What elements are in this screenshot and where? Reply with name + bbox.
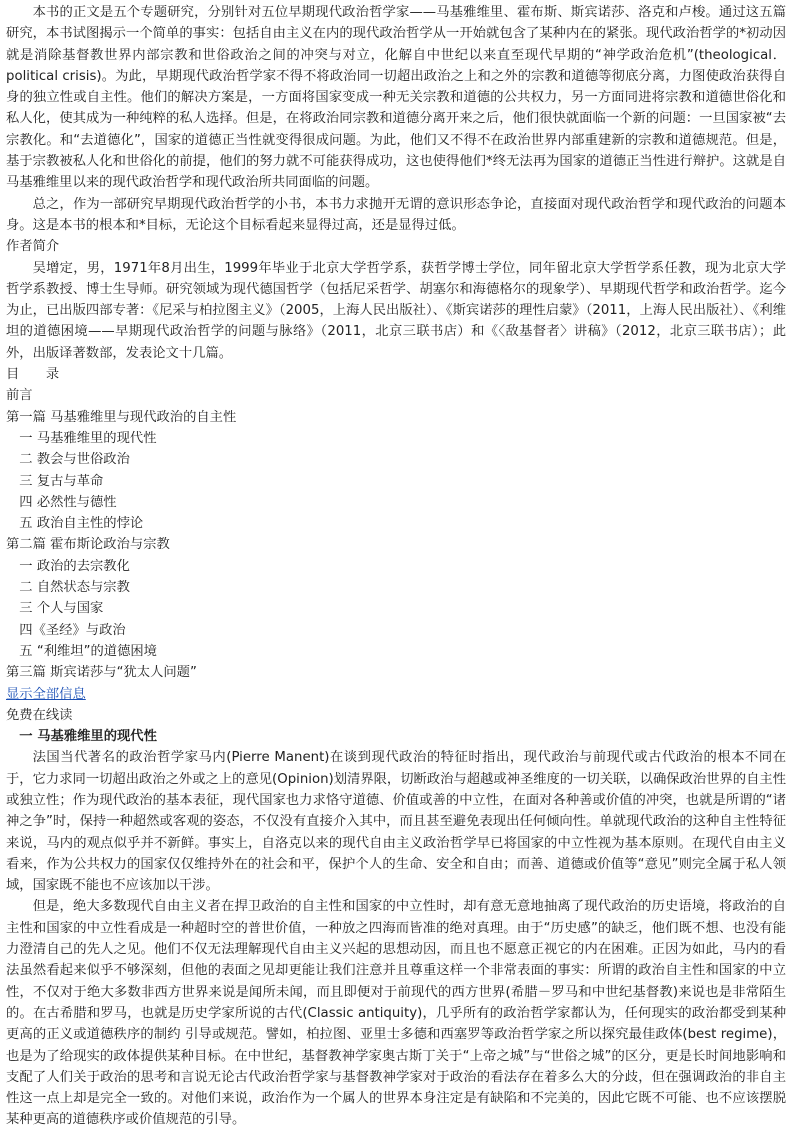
preview-paragraph-1: 法国当代著名的政治哲学家马内(Pierre Manent)在谈到现代政治的特征时指出，现代政治与前现代或古代政治的根本不同在于，它力求同一切超出政治之外或之上的意见(Opinion)划清界限，切断政治与超越或神圣维度的一切关联，以确保政治世界的自主性或独立性；作为现代政治的基本表征，现代国家也力求恪守道德、价值或善的中立性，在面对各种善或价值的冲突，也就是所谓的“诸神之争”时，保持一种超然或客观的姿态，不仅没有直接介入其中，而且甚至避免表现出任何倾向性。单就现代政治的这种自主性特征来说，马内的观点似乎并不新鲜。事实上，自洛克以来的现代自由主义政治哲学早已将国家的中立性视为基本原则。在现代自由主义看来，作为公共权力的国家仅仅维持外在的社会和平，保护个人的生命、安全和自由；而善、道德或价值等“意见”则完全属于私人领域，国家既不能也不应该加以干涉。 — [6, 750, 786, 894]
toc-item: 二 教会与世俗政治 — [19, 452, 130, 468]
toc-item: 五 政治自主性的悖论 — [19, 516, 144, 532]
table-of-contents — [6, 385, 786, 683]
toc-item: 一 政治的去宗教化 — [19, 558, 130, 574]
toc-item: 一 马基雅维里的现代性 — [19, 430, 157, 446]
toc-item: 五 “利维坦”的道德困境 — [19, 643, 157, 659]
preview-heading: 免费在线读 — [6, 707, 73, 723]
author-bio: 吴增定，男，1971年8月出生，1999年毕业于北京大学哲学系，获哲学博士学位，同年留北京大学哲学系任教，现为北京大学哲学系教授、博士生导师。研究领域为现代德国哲学（包括尼采哲学、胡塞尔和海德格尔的现象学）、早期现代哲学和政治哲学。迄今为止，已出版四部专著：《尼采与柏拉图主义》（2005，上海人民出版社）、《斯宾诺莎的理性启蒙》（2011，上海人民出版社）、《利维坦的道德困境——早期现代政治哲学的问题与脉络》（2011，北京三联书店）和《〈敌基督者〉讲稿》（2012，北京三联书店）；此外，出版译著数部，发表论文十几篇。 — [6, 260, 786, 361]
toc-item: 三 个人与国家 — [19, 601, 104, 617]
intro-paragraph-2: 总之，作为一部研究早期现代政治哲学的小书，本书力求抛开无谓的意识形态争论，直接面对现代政治哲学和现代政治的问题本身。这是本书的根本和*目标，无论这个目标看起来显得过高，还是显得过低。 — [6, 196, 786, 233]
toc-item: 第一篇 马基雅维里与现代政治的自主性 — [6, 409, 237, 425]
toc-item: 三 复古与革命 — [19, 473, 104, 489]
toc-item: 二 自然状态与宗教 — [19, 580, 130, 596]
show-all-info-link[interactable]: 显示全部信息 — [6, 686, 86, 702]
preview-paragraph-2: 但是，绝大多数现代自由主义者在捍卫政治的自主性和国家的中立性时，却有意无意地抽离了现代政治的历史语境，将政治的自主性和国家的中立性看成是一种超时空的普世价值，一种放之四海而皆准的绝对真理。由于“历史感”的缺乏，他们既不想、也没有能力澄清自己的先人之见。他们不仅无法理解现代自由主义兴起的思想动因，而且也不愿意正视它的内在困难。正因为如此，马内的看法虽然看起来似乎不够深刻，但他的表面之见却更能让我们注意并且尊重这样一个非常表面的事实：所谓的政治自主性和国家的中立性，不仅对于绝大多数非西方世界来说是闻所未闻，而且即便对于前现代的西方世界(希腊－罗马和中世纪基督教)来说也是非常陌生的。在古希腊和罗马，也就是历史学家所说的古代(Classic antiquity)，几乎所有的政治哲学家都认为，任何现实的政治都受到某种更高的正义或道德秩序的制约 引导或规范。譬如，柏拉图、亚里士多德和西塞罗等政治哲学家之所以探究最佳政体(best regime)，也是为了给现实的政体提供某种目标。在中世纪，基督教神学家奥古斯丁关于“上帝之城”与“世俗之城”的区分，更是长时间地影响和支配了人们关于政治的思考和言说无论古代政治哲学家与基督教神学家对于政治的看法存在着多么大的分歧，但在强调政治的非自主性这一点上却是完全一致的。对他们来说，政治作为一个属人的世界本身注定是有缺陷和不完美的，因此它既不可能、也不应该摆脱某种更高的道德秩序或价值规范的引导。 — [6, 899, 786, 1128]
author-heading: 作者简介 — [6, 239, 60, 255]
intro-paragraph-1: 本书的正文是五个专题研究，分别针对五位早期现代政治哲学家——马基雅维里、霍布斯、斯宾诺莎、洛克和卢梭。通过这五篇研究，本书试图揭示一个简单的事实：包括自由主义在内的现代政治哲学从一开始就包含了某种内在的紧张。现代政治哲学的*初动因就是消除基督教世界内部宗教和世俗政治之间的冲突与对立，化解自中世纪以来直至现代早期的“神学政治危机”(theological．political crisis)。为此，早期现代政治哲学家不得不将政治同一切超出政治之上和之外的宗教和道德等彻底分离，力图使政治获得自身的独立性或自主性。他们的解决方案是，一方面将国家变成一种无关宗教和道德的公共权力，另一方面同进将宗教和道德世俗化和私人化，使其成为一种纯粹的私人选择。但是，在将政治同宗教和道德分离开来之后，他们很快就面临一个新的问题：一旦国家被“去宗教化。和“去道德化”，国家的道德正当性就变得很成问题。为此，他们又不得不在政治世界内部重建新的宗教和道德规范。但是，基于宗教被私人化和世俗化的前提，他们的努力就不可能获得成功，这也使得他们*终无法再为国家的道德正当性进行辩护。这就是自马基雅维里以来的现代政治哲学和现代政治所共同面临的问题。 — [6, 5, 786, 191]
toc-item: 第二篇 霍布斯论政治与宗教 — [6, 537, 170, 553]
toc-item: 四 必然性与德性 — [19, 494, 117, 510]
preview-section-title: 一 马基雅维里的现代性 — [19, 729, 157, 745]
toc-item: 四《圣经》与政治 — [19, 622, 126, 638]
toc-heading: 目 录 — [6, 367, 60, 383]
toc-item: 第三篇 斯宾诺莎与“犹太人问题” — [6, 665, 197, 681]
toc-item: 前言 — [6, 388, 33, 404]
